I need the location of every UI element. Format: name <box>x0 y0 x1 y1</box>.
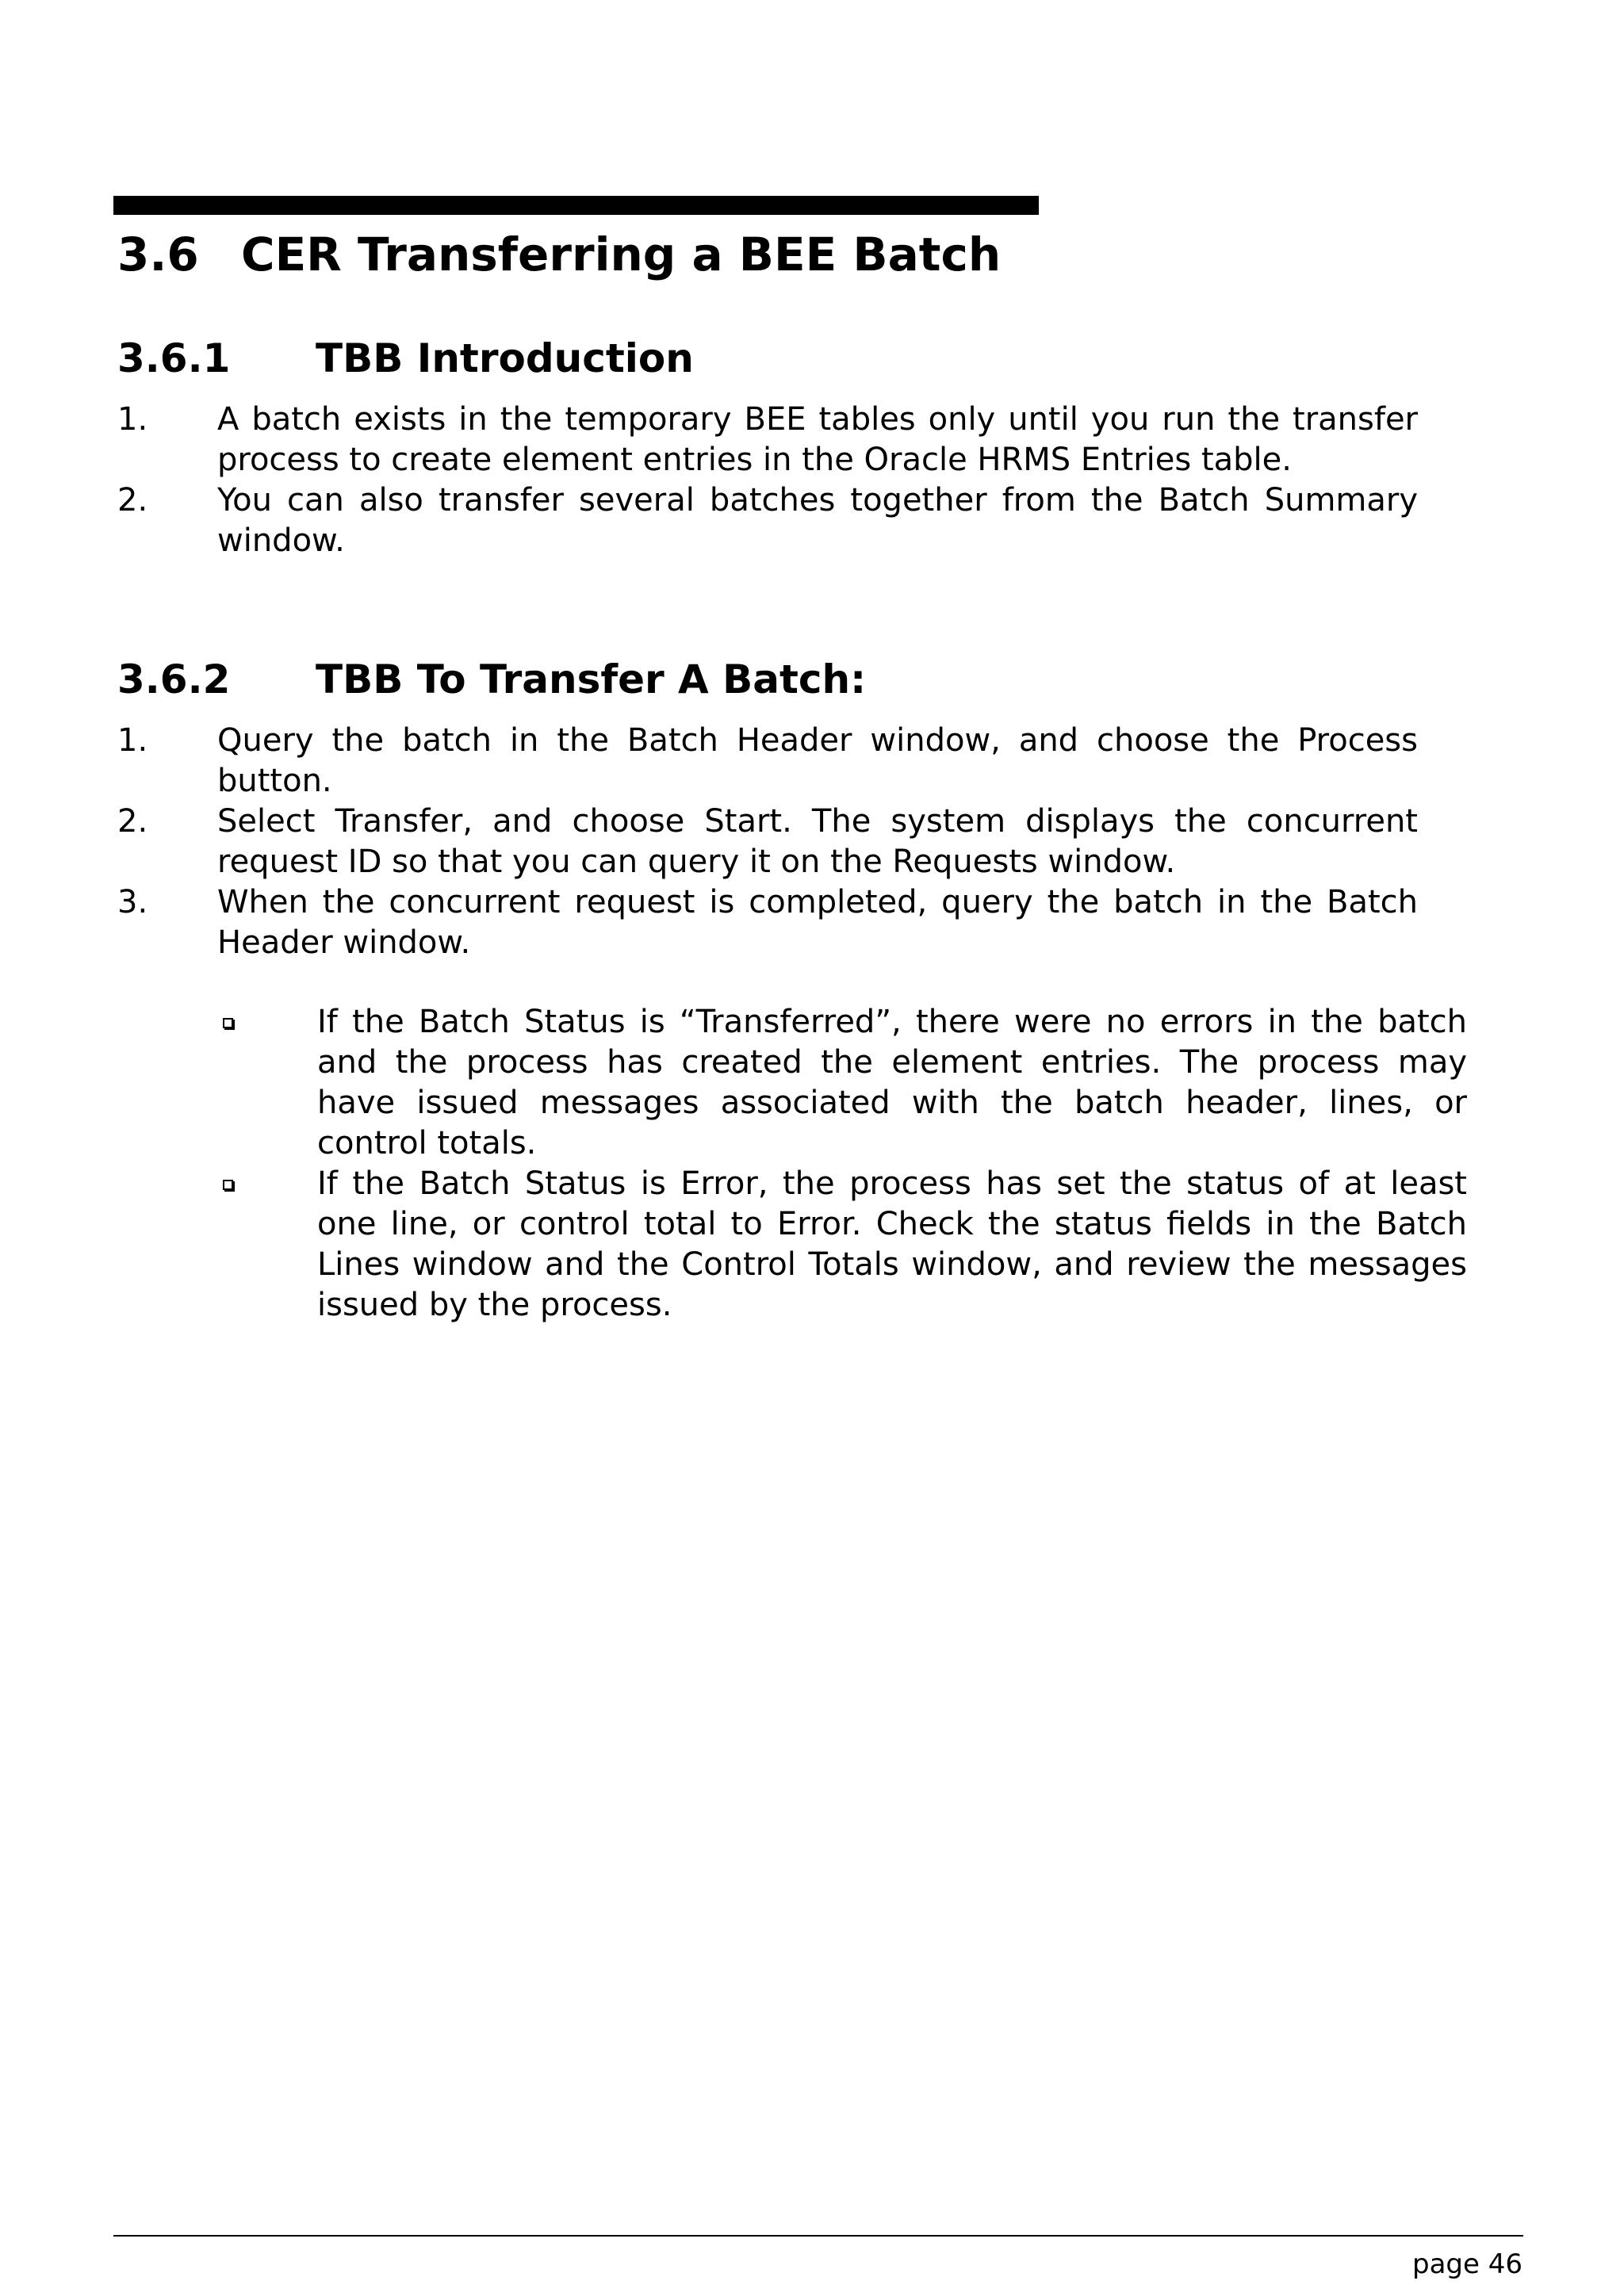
subsection-number: 3.6.1 <box>117 335 231 381</box>
list-item <box>117 400 1418 480</box>
list-item-text: You can also transfer several batches together from the Batch Summary window. <box>217 482 1418 559</box>
list-item-text: When the concurrent request is completed, query the batch in the Batch Header window. <box>217 884 1418 961</box>
list-item <box>117 882 1418 963</box>
bullet-text: If the Batch Status is Error, the process has set the status of at least one line, or control total to Error. Check the status fields in the Batch Lines window and the Control Totals window, and review the messages issued by the process. <box>317 1165 1467 1323</box>
list-item <box>117 802 1418 882</box>
subsection-title-text: TBB To Transfer A Batch: <box>316 656 867 702</box>
list-item-text: Query the batch in the Batch Header window, and choose the Process button. <box>217 722 1418 799</box>
transfer-steps-list <box>117 721 1418 963</box>
introduction-list <box>117 400 1418 561</box>
list-item-number: 2. <box>117 482 148 519</box>
list-item <box>117 721 1418 802</box>
section-number: 3.6 <box>117 228 199 281</box>
list-item <box>117 480 1418 561</box>
list-item-text: Select Transfer, and choose Start. The system displays the concurrent request ID so that you can query it on the Requests window. <box>217 803 1418 880</box>
checkbox-bullet-icon <box>223 1180 233 1190</box>
bullet-text: If the Batch Status is “Transferred”, there were no errors in the batch and the process has created the element entries. The process may have issued messages associated with the batch header, lines, or control totals. <box>317 1004 1467 1161</box>
subsection-title-transfer-batch <box>117 654 866 705</box>
footer-rule <box>113 2235 1523 2237</box>
section-title-text: CER Transferring a BEE Batch <box>241 228 1002 281</box>
batch-status-bullets <box>214 1002 1467 1326</box>
list-item-number: 3. <box>117 884 148 920</box>
subsection-title-text: TBB Introduction <box>316 335 694 381</box>
section-title <box>117 226 1001 283</box>
subsection-number: 3.6.2 <box>117 656 231 702</box>
bullet-item <box>214 1164 1467 1326</box>
page-number: page 46 <box>1412 2248 1522 2280</box>
list-item-number: 1. <box>117 722 148 759</box>
list-item-number: 2. <box>117 803 148 840</box>
subsection-title-introduction <box>117 333 694 384</box>
section-top-rule <box>113 196 1039 215</box>
checkbox-bullet-icon <box>223 1018 233 1028</box>
list-item-number: 1. <box>117 401 148 438</box>
list-item-text: A batch exists in the temporary BEE tables only until you run the transfer process to create element entries in the Oracle HRMS Entries table. <box>217 401 1418 478</box>
bullet-item <box>214 1002 1467 1164</box>
